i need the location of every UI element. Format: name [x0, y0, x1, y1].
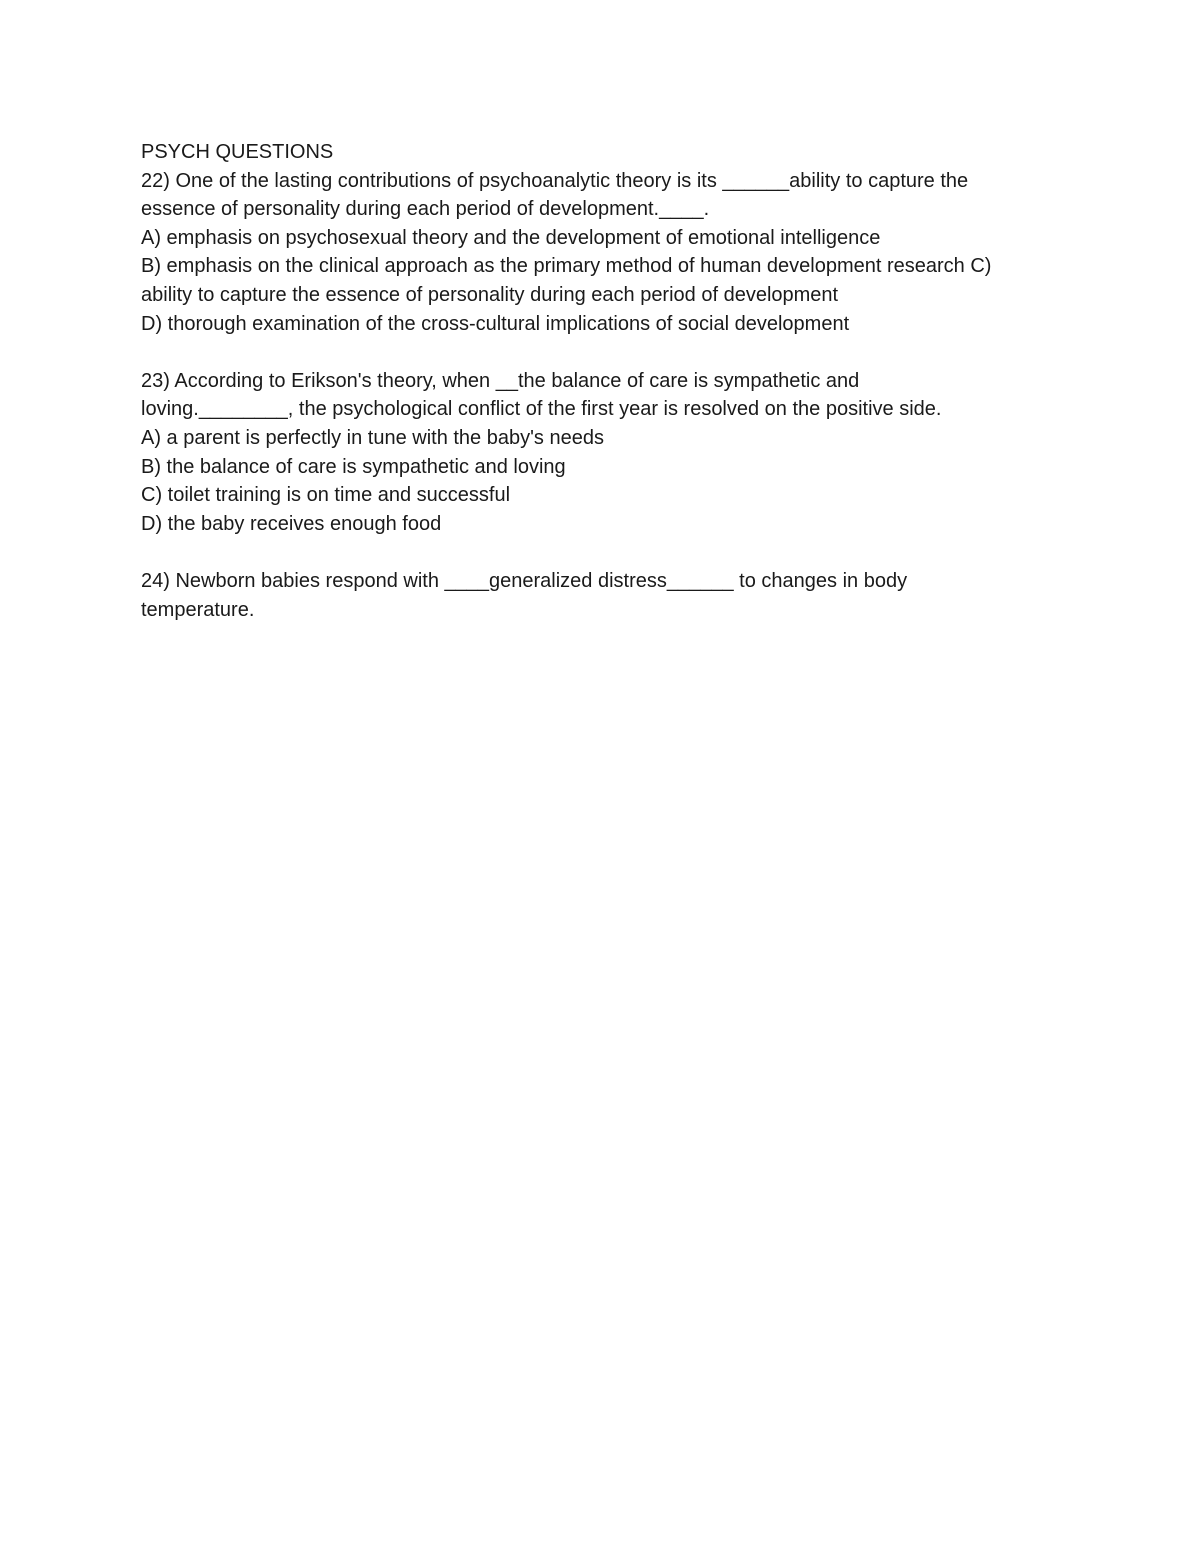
question-22-stem-line-1: 22) One of the lasting contributions of psychoanalytic theory is its ______ability to capture the — [141, 169, 969, 192]
question-22-option-a: A) emphasis on psychosexual theory and the development of emotional intelligence — [141, 226, 881, 249]
question-23-stem-line-2: loving.________, the psychological conflict of the first year is resolved on the positive side. — [141, 398, 942, 421]
question-22-stem-line-2: essence of personality during each period of development.____. — [141, 198, 710, 221]
question-24-stem-line-1: 24) Newborn babies respond with ____generalized distress______ to changes in body — [141, 569, 908, 592]
document-title: PSYCH QUESTIONS — [141, 141, 334, 163]
blank-line — [141, 338, 1081, 367]
question-24-stem-line-2: temperature. — [141, 598, 255, 621]
question-22-option-c: ability to capture the essence of personality during each period of development — [141, 283, 839, 306]
blank-line — [141, 538, 1081, 567]
question-22-option-d: D) thorough examination of the cross-cultural implications of social development — [141, 312, 850, 335]
question-23 — [141, 367, 1081, 539]
question-22-option-b: B) emphasis on the clinical approach as the primary method of human development research C) — [141, 255, 992, 278]
document-body — [141, 138, 1081, 624]
question-24 — [141, 567, 1081, 624]
question-23-option-c: C) toilet training is on time and successful — [141, 484, 511, 507]
question-23-stem-line-1: 23) According to Erikson's theory, when __the balance of care is sympathetic and — [141, 369, 860, 392]
question-23-option-a: A) a parent is perfectly in tune with the baby's needs — [141, 426, 604, 449]
question-23-option-b: B) the balance of care is sympathetic and loving — [141, 455, 566, 478]
question-23-option-d: D) the baby receives enough food — [141, 512, 442, 535]
question-22 — [141, 167, 1081, 339]
